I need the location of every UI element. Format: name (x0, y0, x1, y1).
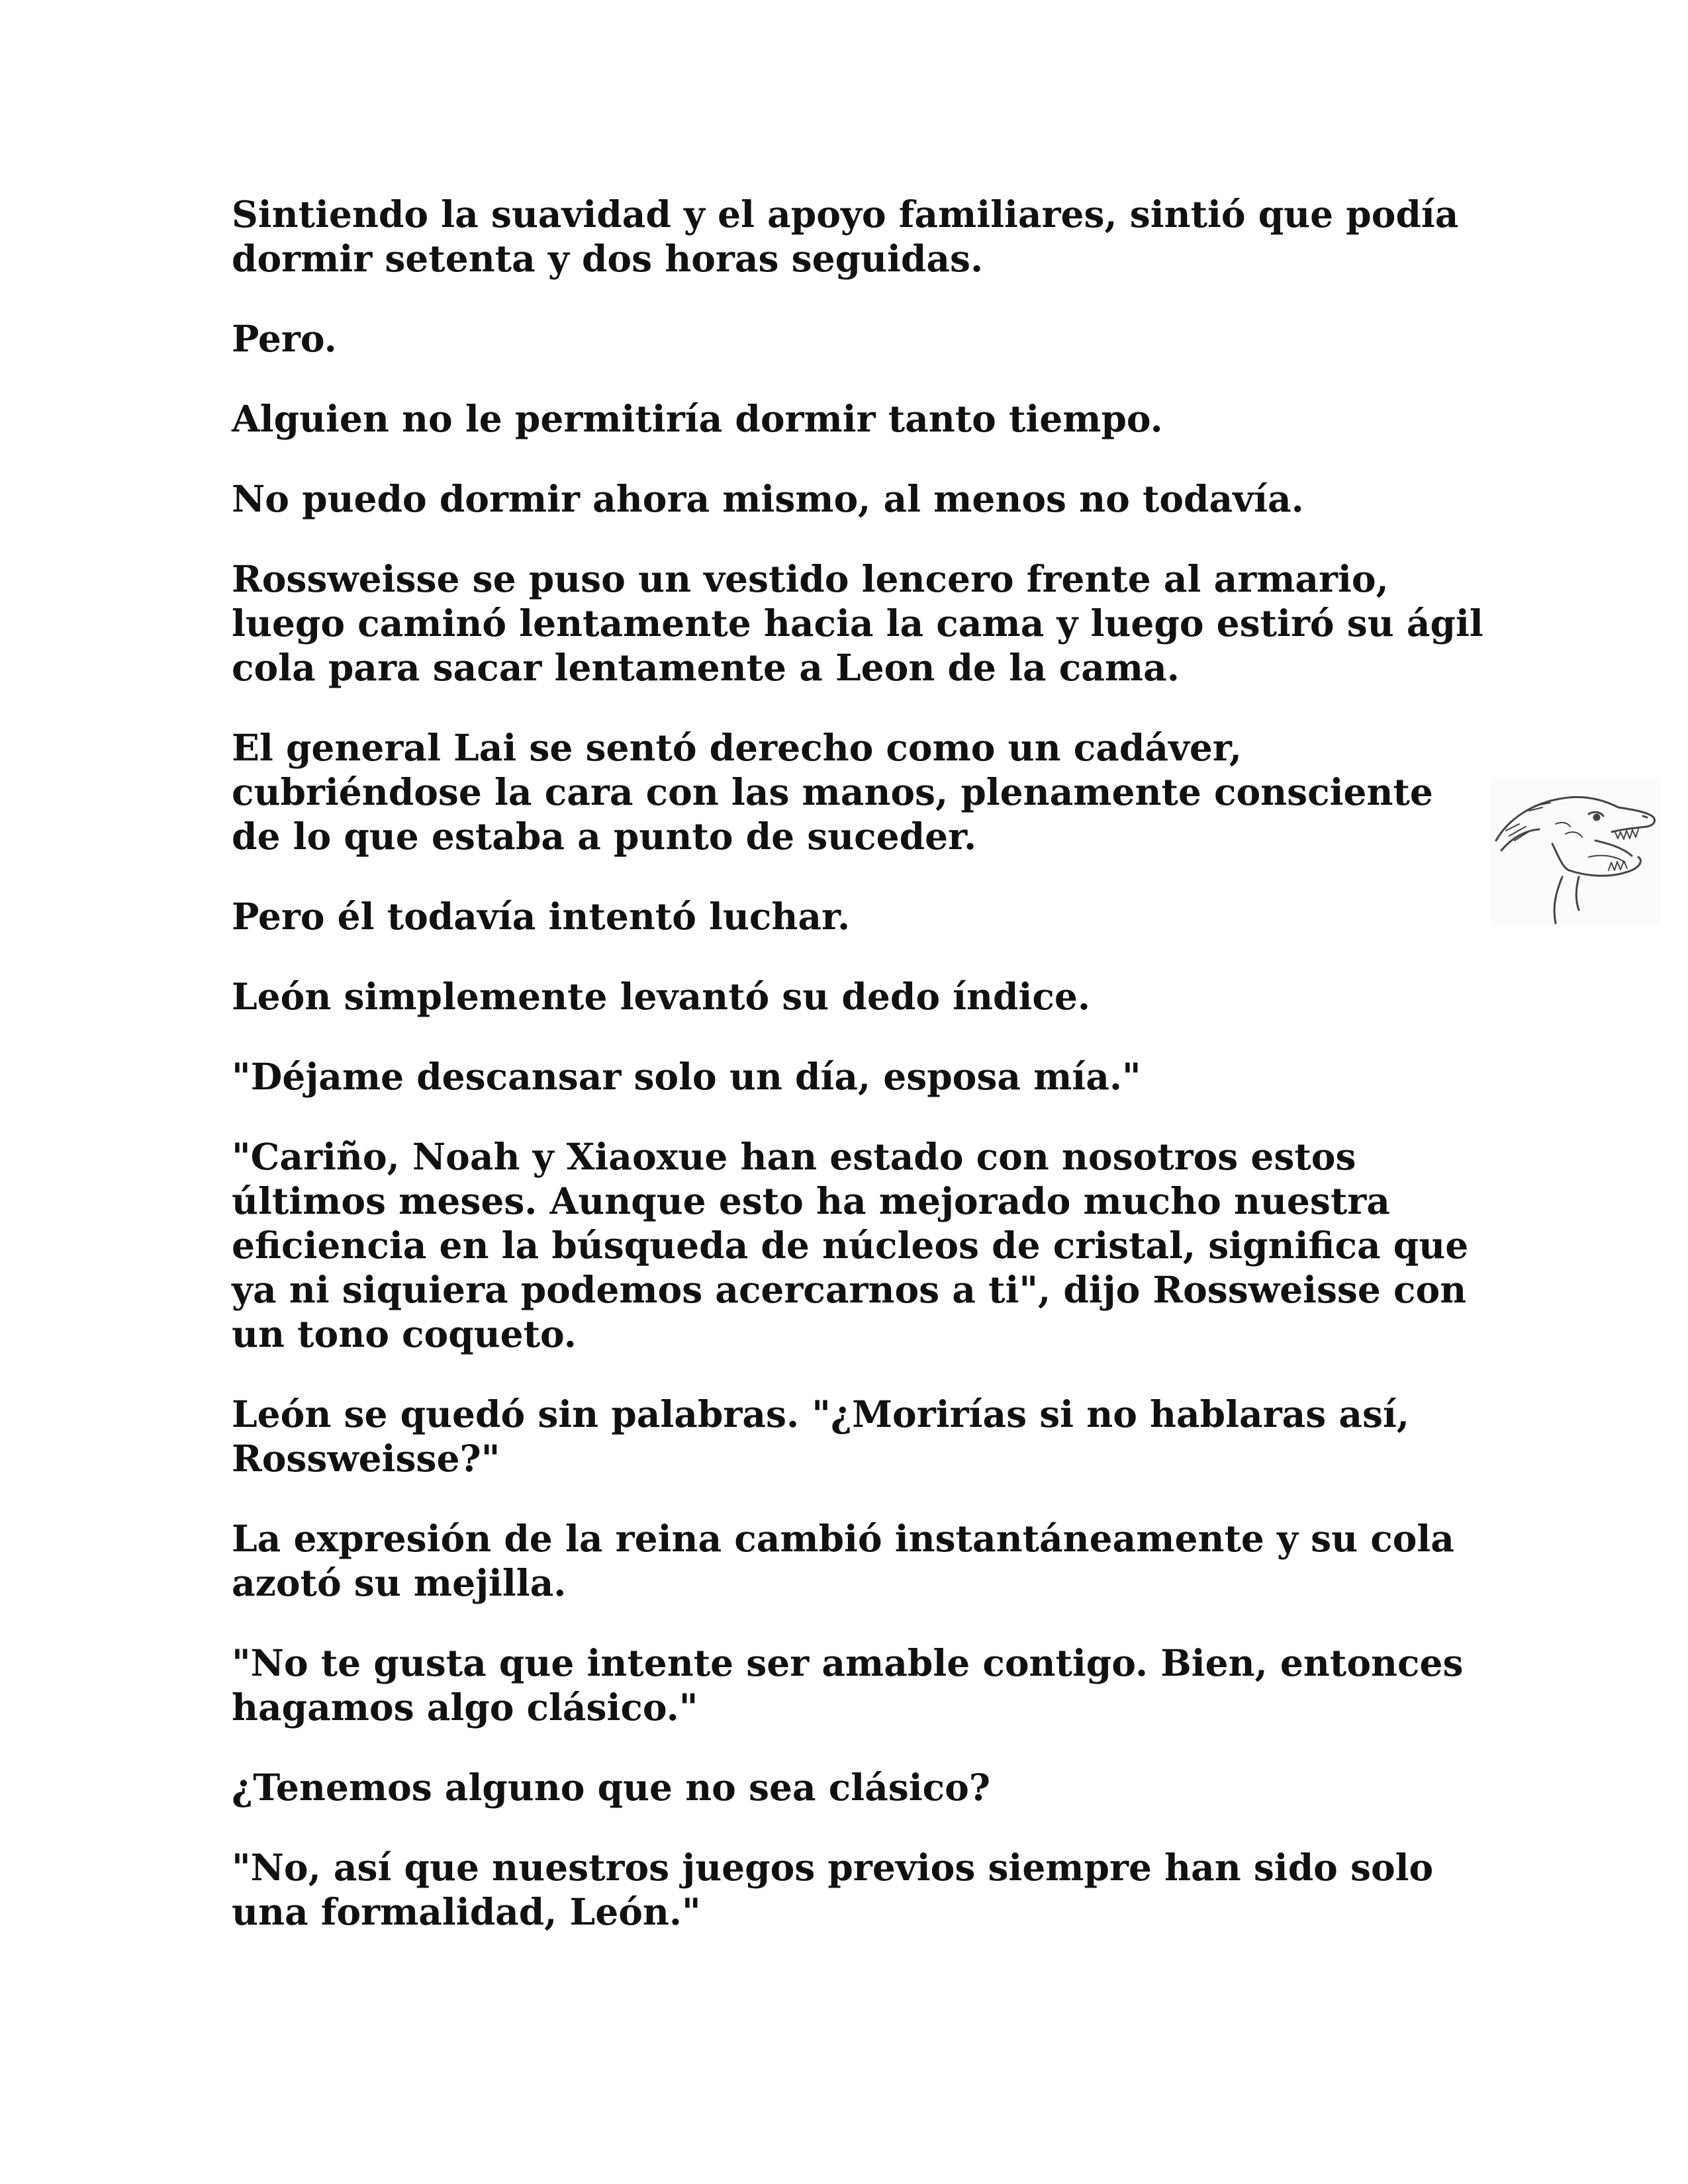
paragraph: Alguien no le permitiría dormir tanto tiempo. (232, 397, 1163, 440)
paragraph: "Cariño, Noah y Xiaoxue han estado con nosotros estos últimos meses. Aunque esto ha mejorado mucho nuestra eficiencia en la búsqueda de núcleos de cristal, significa que ya ni siquiera podemos acercarnos a ti", dijo Rossweisse con un tono coqueto. (232, 1135, 1469, 1355)
paragraph: No puedo dormir ahora mismo, al menos no todavía. (232, 477, 1304, 520)
dinosaur-head-sketch-icon (1489, 778, 1662, 927)
paragraph: Pero él todavía intentó luchar. (232, 895, 851, 938)
paragraph: "No te gusta que intente ser amable contigo. Bien, entonces hagamos algo clásico." (232, 1641, 1464, 1729)
paragraph: La expresión de la reina cambió instantáneamente y su cola azotó su mejilla. (232, 1517, 1454, 1604)
paragraph: ¿Tenemos alguno que no sea clásico? (232, 1766, 991, 1809)
paragraph: Sintiendo la suavidad y el apoyo familiares, sintió que podía dormir setenta y dos horas seguidas. (232, 193, 1459, 280)
paragraph: "No, así que nuestros juegos previos siempre han sido solo una formalidad, León." (232, 1846, 1434, 1933)
paragraph: El general Lai se sentó derecho como un cadáver, cubriéndose la cara con las manos, plenamente consciente de lo que estaba a punto de suceder. (232, 726, 1433, 858)
paragraph: Rossweisse se puso un vestido lencero frente al armario, luego caminó lentamente hacia la cama y luego estiró su ágil cola para sacar lentamente a Leon de la cama. (232, 557, 1483, 689)
paragraph: "Déjame descansar solo un día, esposa mía." (232, 1055, 1141, 1098)
paragraph: León simplemente levantó su dedo índice. (232, 975, 1091, 1018)
document-body (232, 192, 1489, 1970)
paragraph: León se quedó sin palabras. "¿Morirías si no hablaras así, Rossweisse?" (232, 1392, 1410, 1480)
paragraph: Pero. (232, 317, 337, 360)
